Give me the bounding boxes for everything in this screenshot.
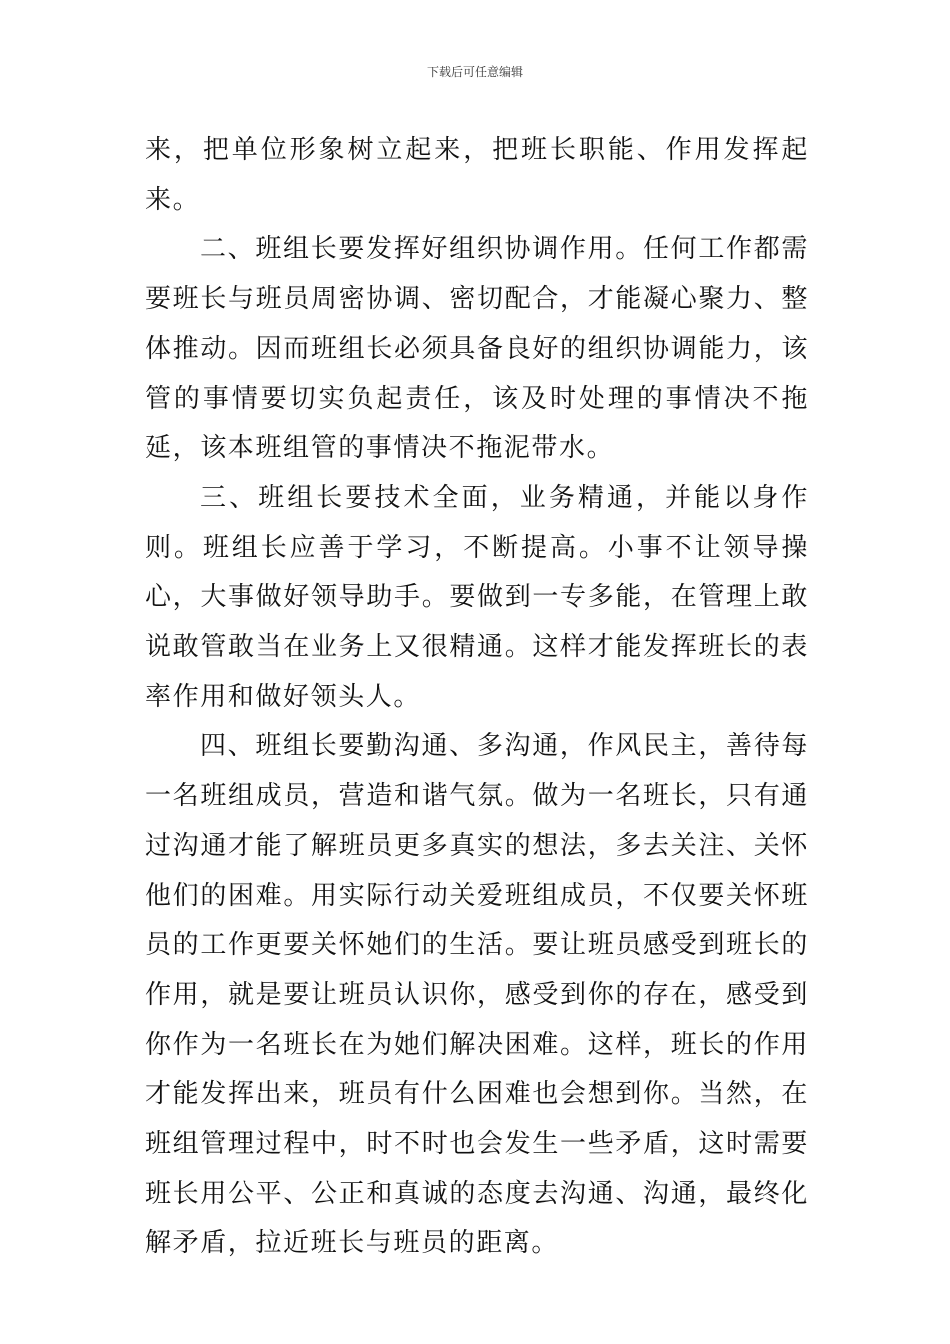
document-body (145, 126, 809, 1269)
paragraph-section-4: 四、班组长要勤沟通、多沟通，作风民主，善待每一名班组成员，营造和谐气氛。做为一名班长，只有通过沟通才能了解班员更多真实的想法，多去关注、关怀他们的困难。用实际行动关爱班组成员，不仅要关怀班员的工作更要关怀她们的生活。要让班员感受到班长的作用，就是要让班员认识你，感受到你的存在，感受到你作为一名班长在为她们解决困难。这样，班长的作用才能发挥出来，班员有什么困难也会想到你。当然，在班组管理过程中，时不时也会发生一些矛盾，这时需要班长用公平、公正和真诚的态度去沟通、沟通，最终化解矛盾，拉近班长与班员的距离。 (145, 731, 809, 1259)
paragraph-section-2: 二、班组长要发挥好组织协调作用。任何工作都需要班长与班员周密协调、密切配合，才能凝心聚力、整体推动。因而班组长必须具备良好的组织协调能力，该管的事情要切实负起责任，该及时处理的事情决不拖延，该本班组管的事情决不拖泥带水。 (145, 234, 809, 464)
paragraph-section-3: 三、班组长要技术全面，业务精通，并能以身作则。班组长应善于学习，不断提高。小事不让领导操心，大事做好领导助手。要做到一专多能，在管理上敢说敢管敢当在业务上又很精通。这样才能发挥班长的表率作用和做好领头人。 (145, 482, 809, 712)
paragraph-continuation: 来，把单位形象树立起来，把班长职能、作用发挥起来。 (145, 135, 809, 215)
page-header: 下载后可任意编辑 (426, 65, 523, 79)
